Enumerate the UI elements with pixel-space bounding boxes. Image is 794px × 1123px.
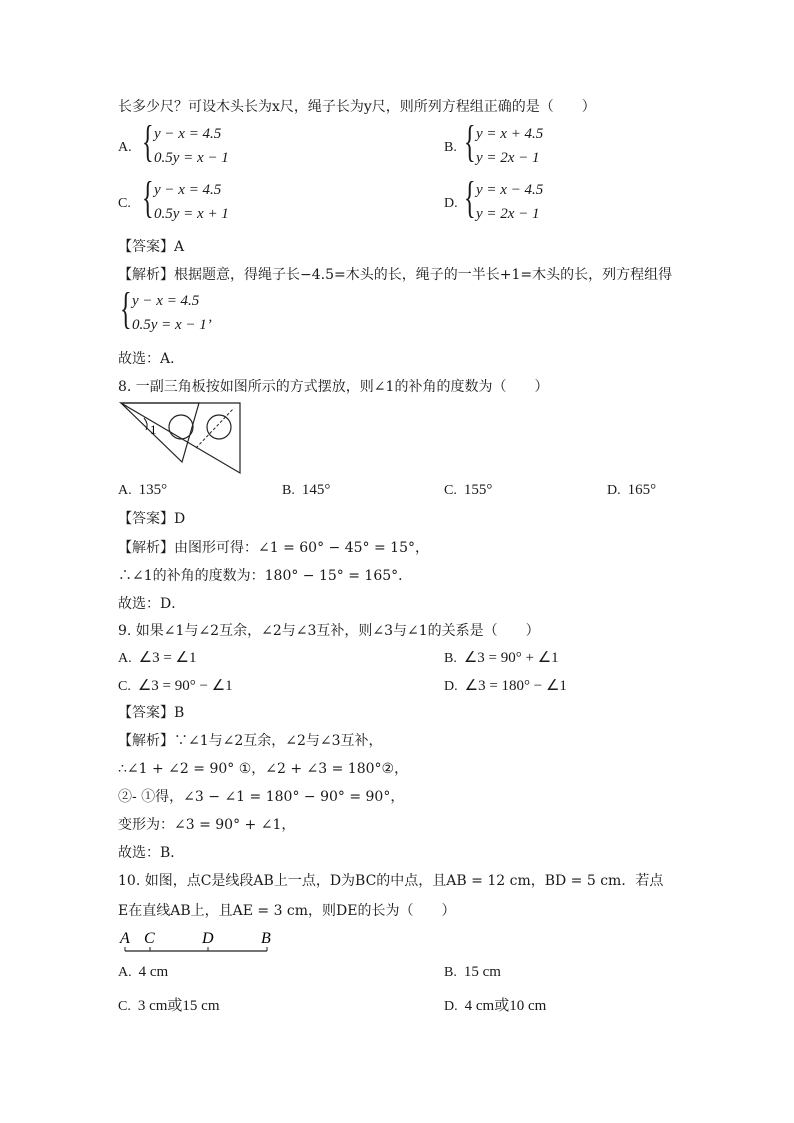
q8-analysis: 【解析】由图形可得：∠1 = 60° − 45° = 15°，	[118, 540, 429, 556]
ruler-hole-circle	[169, 415, 193, 439]
brace-icon: {	[142, 117, 154, 166]
q9-option-c-value: ∠3 = 90° − ∠1	[137, 678, 233, 694]
q7-option-c-eq2: 0.5y = x + 1	[154, 206, 229, 222]
q8-option-d-label: D.	[607, 483, 621, 498]
q10-option-c-value: 3 cm或15 cm	[137, 998, 220, 1014]
q7-option-b-label: B.	[444, 140, 457, 155]
q9-option-a	[118, 648, 196, 667]
q8-answer: 【答案】D	[118, 511, 186, 527]
q7-stem: 长多少尺？可设木头长为x尺，绳子长为y尺，则所列方程组正确的是（ ）	[118, 99, 596, 115]
q9-analysis-line3: ②- ①得，∠3 − ∠1 = 180° − 90° = 90°，	[118, 789, 405, 805]
q8-option-d-value: 165°	[627, 482, 657, 498]
q7-conclusion: 故选：A．	[118, 351, 185, 367]
point-a-label: A	[120, 930, 130, 947]
angle-arc	[144, 418, 147, 430]
q8-option-b-value: 145°	[301, 482, 331, 498]
triangle-ruler-45	[121, 403, 199, 462]
q7-option-b-eq2: y = 2x − 1	[476, 150, 540, 166]
q7-analysis-eq1: y − x = 4.5	[132, 293, 200, 309]
q7-analysis: 【解析】根据题意，得绳子长−4.5=木头的长，绳子的一半长+1=木头的长，列方程组得	[118, 267, 673, 283]
q9-option-b-label: B.	[444, 651, 457, 666]
q8-option-a	[118, 482, 167, 499]
q7-option-c-eq1: y − x = 4.5	[154, 182, 222, 198]
q10-segment-figure	[116, 928, 282, 958]
q8-figure-triangle-rulers	[118, 400, 246, 476]
point-c-label: C	[144, 930, 155, 947]
q9-option-a-value: ∠3 = ∠1	[138, 650, 197, 666]
q7-option-a-eq2: 0.5y = x − 1	[154, 150, 229, 166]
q7-option-c-label: C.	[118, 196, 131, 211]
q9-analysis-line4: 变形为：∠3 = 90° + ∠1，	[118, 817, 296, 833]
q8-option-a-label: A.	[118, 483, 132, 498]
q9-analysis-line2: ∴∠1 + ∠2 = 90° ①，∠2 + ∠3 = 180°②，	[118, 761, 409, 777]
q10-option-d-label: D.	[444, 999, 458, 1014]
q7-option-d-eq1: y = x − 4.5	[476, 182, 544, 198]
point-d-label: D	[202, 930, 214, 947]
q10-option-c	[118, 994, 220, 1015]
q8-stem: 8. 一副三角板按如图所示的方式摆放，则∠1的补角的度数为（ ）	[118, 379, 549, 395]
q9-option-a-label: A.	[118, 651, 132, 666]
q8-analysis-2: ∴∠1的补角的度数为：180° − 15° = 165°．	[118, 568, 413, 584]
q10-option-d	[444, 994, 546, 1015]
q7-option-d-eq2: y = 2x − 1	[476, 206, 540, 222]
q8-option-d	[607, 482, 656, 499]
q10-stem-line1: 10. 如图，点C是线段AB上一点，D为BC的中点，且AB = 12 cm，BD = 5 cm．若点	[118, 873, 664, 889]
q8-option-c	[444, 482, 492, 499]
q8-conclusion: 故选：D．	[118, 596, 186, 612]
ruler-hole-circle	[207, 415, 231, 439]
q9-analysis: 【解析】∵∠1与∠2互余，∠2与∠3互补，	[118, 733, 383, 749]
brace-icon: {	[142, 173, 154, 222]
q10-option-a-value: 4 cm	[138, 964, 169, 980]
q9-option-d-value: ∠3 = 180° − ∠1	[464, 678, 567, 694]
dashed-line	[196, 408, 234, 448]
q8-option-b-label: B.	[282, 483, 295, 498]
q9-option-d	[444, 676, 567, 695]
q8-option-a-value: 135°	[138, 482, 168, 498]
q10-option-a-label: A.	[118, 965, 132, 980]
brace-icon: {	[120, 284, 132, 333]
q9-option-d-label: D.	[444, 679, 458, 694]
q9-conclusion: 故选：B．	[118, 845, 185, 861]
q8-option-c-label: C.	[444, 483, 457, 498]
q7-analysis-eq2: 0.5y = x − 1’	[132, 317, 212, 333]
q10-option-b-value: 15 cm	[463, 964, 501, 980]
q9-stem: 9. 如果∠1与∠2互余，∠2与∠3互补，则∠3与∠1的关系是（ ）	[118, 623, 540, 639]
q10-option-b-label: B.	[444, 965, 457, 980]
brace-icon: {	[464, 173, 476, 222]
q7-option-a-eq1: y − x = 4.5	[154, 126, 222, 142]
point-b-label: B	[261, 930, 271, 947]
q9-option-b	[444, 648, 559, 667]
q10-option-c-label: C.	[118, 999, 131, 1014]
q9-answer: 【答案】B	[118, 705, 185, 721]
q9-option-c	[118, 676, 233, 695]
q10-stem-line2: E在直线AB上，且AE = 3 cm，则DE的长为（ ）	[118, 903, 456, 919]
q7-answer: 【答案】A	[118, 239, 185, 255]
angle-1-label: 1	[150, 422, 157, 437]
q8-option-c-value: 155°	[463, 482, 493, 498]
q9-option-c-label: C.	[118, 679, 131, 694]
q10-option-a	[118, 964, 168, 981]
brace-icon: {	[464, 117, 476, 166]
q7-option-b-eq1: y = x + 4.5	[476, 126, 544, 142]
q7-option-a-label: A.	[118, 140, 132, 155]
q10-option-d-value: 4 cm或10 cm	[464, 998, 547, 1014]
q9-option-b-value: ∠3 = 90° + ∠1	[463, 650, 559, 666]
q8-option-b	[282, 482, 330, 499]
q7-option-d-label: D.	[444, 196, 458, 211]
q10-option-b	[444, 964, 501, 981]
